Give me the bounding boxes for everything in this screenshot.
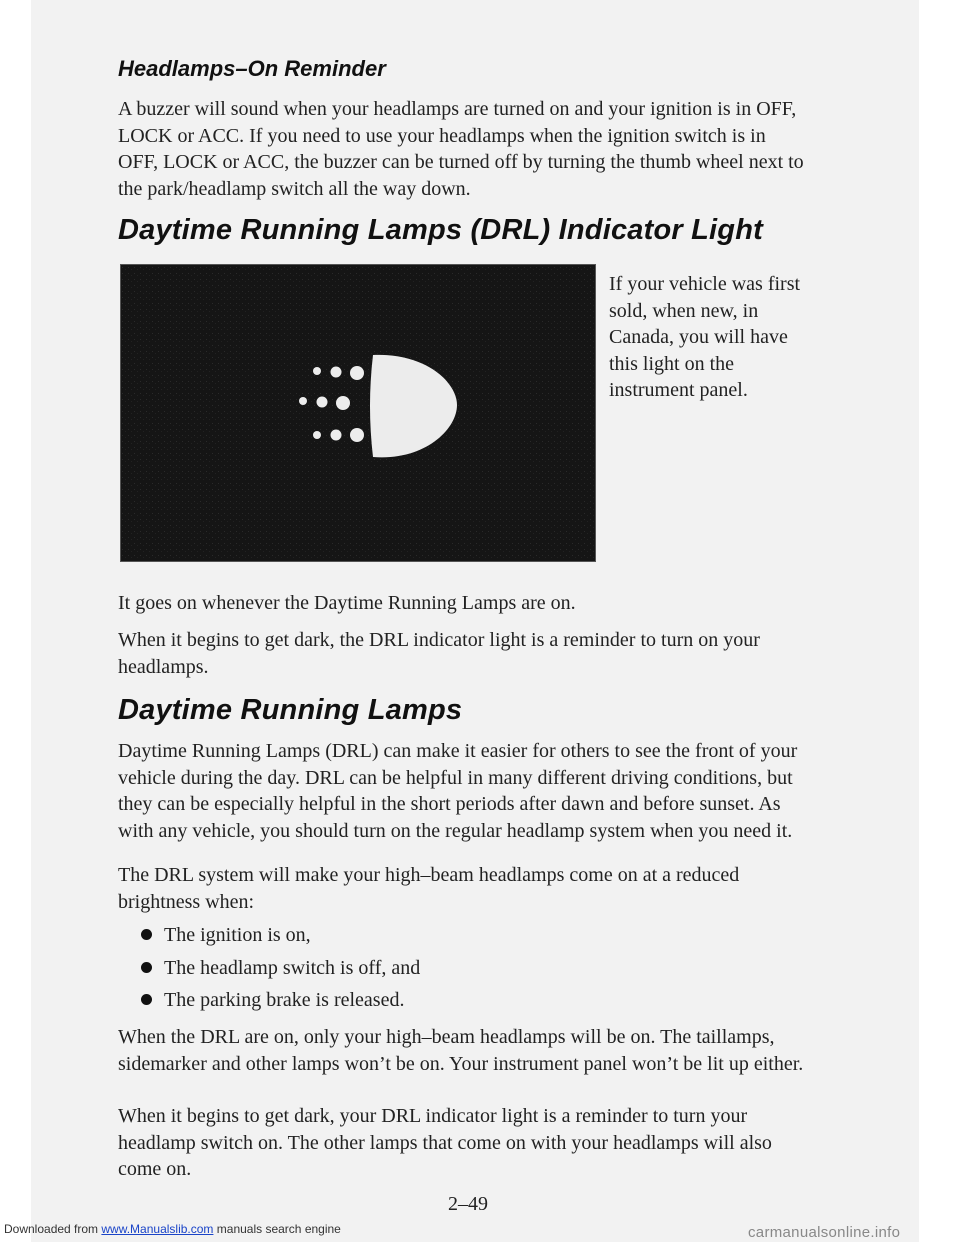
download-watermark [4, 1222, 341, 1236]
manualslib-link[interactable]: www.Manualslib.com [101, 1222, 214, 1236]
drl-paragraph-2: The DRL system will make your high–beam headlamps come on at a reduced brightness when: [118, 864, 740, 913]
list-item [141, 924, 311, 947]
indicator-paragraph-1: It goes on whenever the Daytime Running Lamps are on. [118, 592, 576, 614]
drl-indicator-icon [121, 265, 595, 561]
list-item [141, 957, 420, 980]
canada-note: If your vehicle was first sold, when new, in Canada, you will have this light on the instrument panel. [609, 273, 801, 401]
indicator-paragraph-2: When it begins to get dark, the DRL indicator light is a reminder to turn on your headlamps. [118, 629, 760, 678]
site-watermark: carmanualsonline.info [748, 1224, 901, 1241]
heading-daytime-running-lamps: Daytime Running Lamps [118, 694, 463, 726]
list-item-text: The headlamp switch is off, and [164, 957, 421, 979]
list-item-text: The ignition is on, [164, 924, 311, 946]
drl-indicator-figure [120, 264, 596, 562]
page-number: 2–49 [448, 1193, 488, 1215]
drl-paragraph-1: Daytime Running Lamps (DRL) can make it easier for others to see the front of your vehicle during the day. DRL can be helpful in many different driving conditions, but they can be especially helpful in the short periods after dawn and before sunset. As with any vehicle, you should turn on the regular headlamp system when you need it. [118, 740, 798, 842]
watermark-prefix: Downloaded from [4, 1222, 102, 1236]
heading-drl-indicator-light: Daytime Running Lamps (DRL) Indicator Light [118, 214, 763, 246]
watermark-suffix: manuals search engine [213, 1222, 341, 1236]
list-item-text: The parking brake is released. [164, 989, 405, 1011]
reminder-paragraph: A buzzer will sound when your headlamps are turned on and your ignition is in OFF, LOCK or ACC. If you need to use your headlamps when the ignition switch is in OFF, LOCK or ACC, the buzzer can be turned off by turning the thumb wheel next to the park/headlamp switch all the way down. [118, 98, 804, 200]
drl-paragraph-3: When the DRL are on, only your high–beam headlamps will be on. The taillamps, sidemarker and other lamps won’t be on. Your instrument panel won’t be lit up either. [118, 1026, 804, 1075]
drl-paragraph-4: When it begins to get dark, your DRL indicator light is a reminder to turn your headlamp switch on. The other lamps that come on with your headlamps will also come on. [118, 1105, 772, 1180]
bullet-icon [141, 929, 152, 940]
bullet-icon [141, 994, 152, 1005]
bullet-icon [141, 962, 152, 973]
list-item [141, 989, 404, 1012]
heading-headlamps-on-reminder: Headlamps–On Reminder [118, 56, 386, 81]
